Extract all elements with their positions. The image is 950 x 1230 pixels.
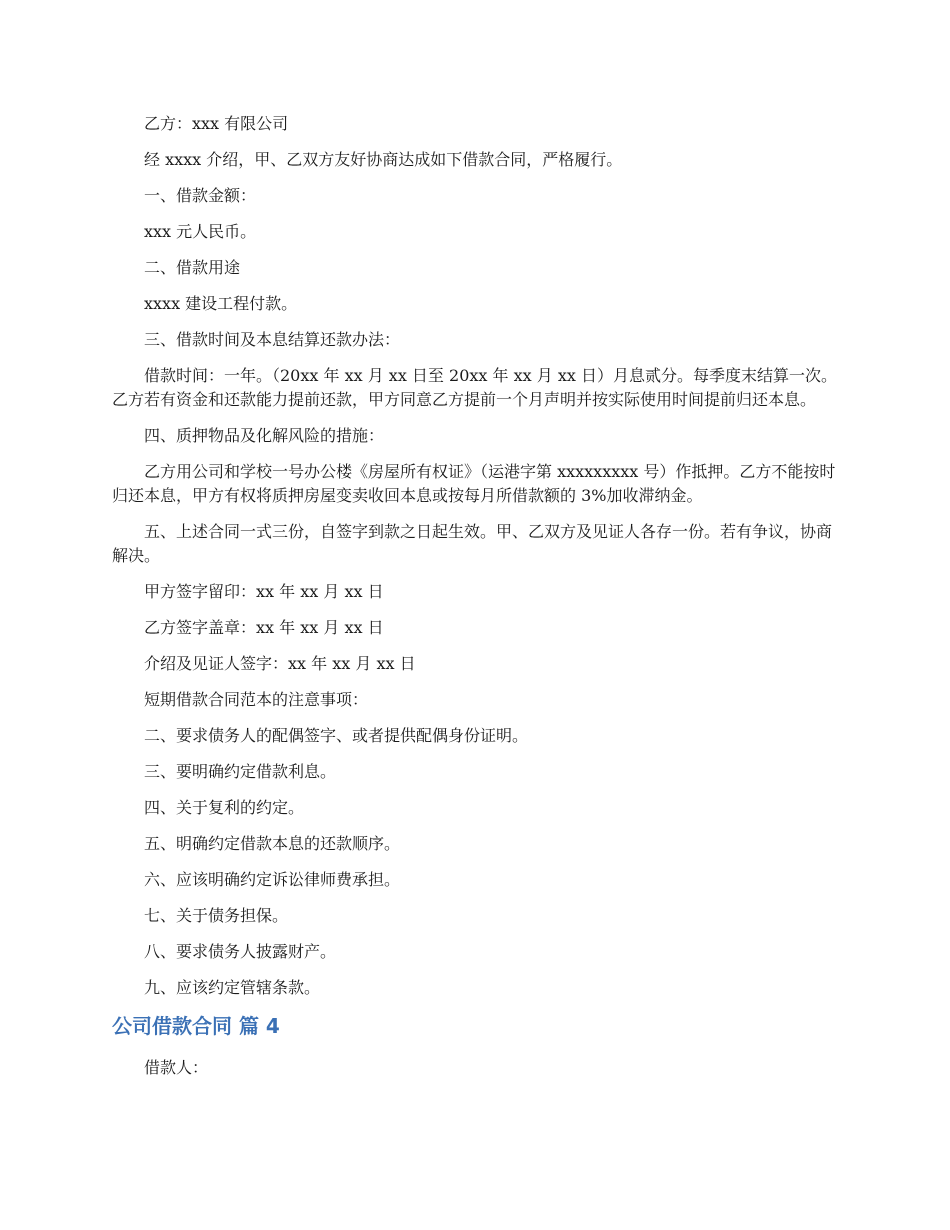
paragraph-clause-2-title: 二、借款用途 — [144, 258, 241, 277]
paragraph-notes-title: 短期借款合同范本的注意事项： — [144, 690, 369, 709]
paragraph-signature-party-a: 甲方签字留印：xx 年 xx 月 xx 日 — [144, 582, 384, 601]
paragraph-signature-witness: 介绍及见证人签字：xx 年 xx 月 xx 日 — [144, 654, 416, 673]
paragraph-party-b: 乙方：xxx 有限公司 — [144, 114, 289, 133]
paragraph-clause-4-title: 四、质押物品及化解风险的措施： — [144, 426, 385, 445]
paragraph-intro: 经 xxxx 介绍，甲、乙双方友好协商达成如下借款合同，严格履行。 — [144, 150, 623, 169]
paragraph-note-6: 六、应该明确约定诉讼律师费承担。 — [144, 870, 401, 889]
paragraph-note-5: 五、明确约定借款本息的还款顺序。 — [144, 834, 401, 853]
paragraph-clause-1-title: 一、借款金额： — [144, 186, 257, 205]
paragraph-note-9: 九、应该约定管辖条款。 — [144, 978, 321, 997]
paragraph-clause-3-title: 三、借款时间及本息结算还款办法： — [144, 330, 401, 349]
paragraph-loan-term: 借款时间：一年。（20xx 年 xx 月 xx 日至 20xx 年 xx 月 xx 日）月息贰分。每季度末结算一次。乙方若有资金和还款能力提前还款，甲方同意乙方提前一个月声明并按实际使用时间提前归还本息。 — [112, 366, 837, 409]
paragraph-loan-amount: xxx 元人民币。 — [144, 222, 257, 241]
paragraph-collateral: 乙方用公司和学校一号办公楼《房屋所有权证》（运港字第 xxxxxxxxx 号）作抵押。乙方不能按时归还本息，甲方有权将质押房屋变卖收回本息或按每月所借款额的 3%加收滞纳金。 — [112, 462, 836, 505]
paragraph-borrower: 借款人： — [144, 1058, 209, 1077]
paragraph-note-3: 三、要明确约定借款利息。 — [144, 762, 337, 781]
paragraph-loan-purpose: xxxx 建设工程付款。 — [144, 294, 298, 313]
paragraph-note-7: 七、关于债务担保。 — [144, 906, 289, 925]
paragraph-note-4: 四、关于复利的约定。 — [144, 798, 305, 817]
paragraph-clause-5: 五、上述合同一式三份，自签字到款之日起生效。甲、乙双方及见证人各存一份。若有争议，协商解决。 — [112, 522, 833, 565]
section-heading: 公司借款合同 篇 4 — [112, 1014, 280, 1038]
paragraph-signature-party-b: 乙方签字盖章：xx 年 xx 月 xx 日 — [144, 618, 384, 637]
paragraph-note-2: 二、要求债务人的配偶签字、或者提供配偶身份证明。 — [144, 726, 529, 745]
paragraph-note-8: 八、要求债务人披露财产。 — [144, 942, 337, 961]
document-body — [112, 112, 840, 1092]
